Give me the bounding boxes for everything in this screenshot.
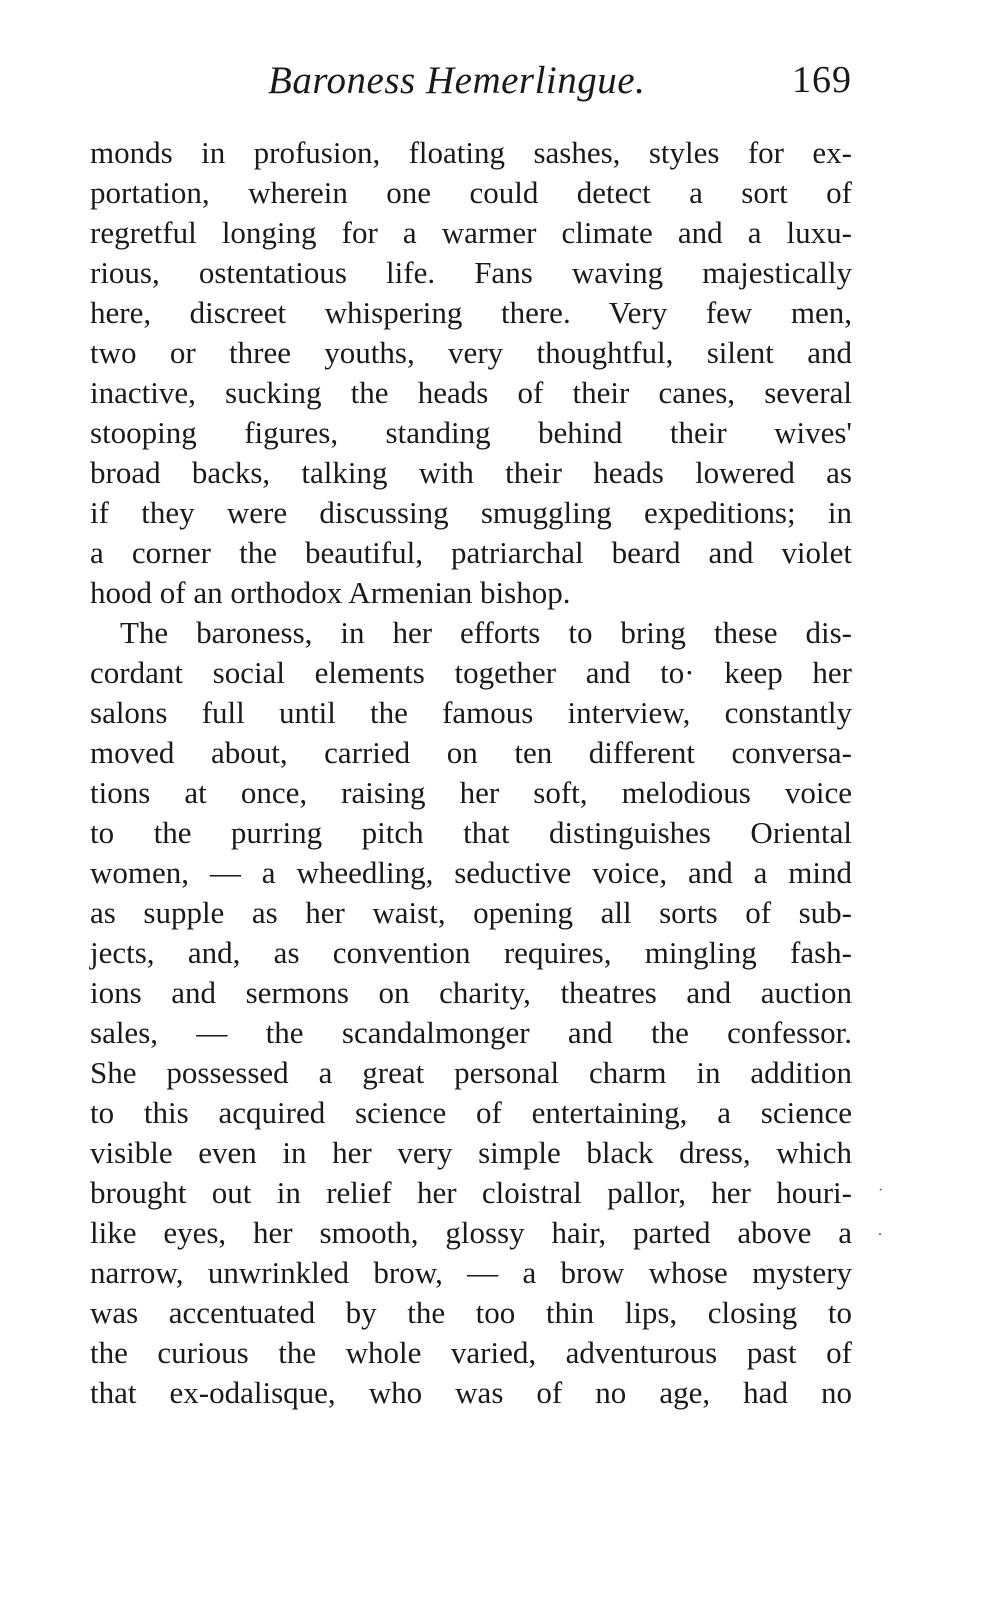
text-line: hood of an orthodox Armenian bishop. [90,575,571,610]
text-line: ions and sermons on charity, theatres and auction [90,975,852,1010]
paragraph-1 [90,133,852,613]
text-line: monds in profusion, floating sashes, styles for ex- [90,135,852,170]
stray-ink-mark: · [878,1182,884,1199]
text-line: two or three youths, very thoughtful, silent and [90,335,852,370]
text-line: visible even in her very simple black dress, which [90,1135,852,1170]
text-line: to this acquired science of entertaining, a science [90,1095,852,1130]
text-line: cordant social elements together and to· keep her [90,655,852,690]
text-line: broad backs, talking with their heads lowered as [90,455,852,490]
text-line: women, — a wheedling, seductive voice, and a mind [90,855,852,890]
text-line: inactive, sucking the heads of their canes, several [90,375,852,410]
text-line: if they were discussing smuggling expeditions; in [90,495,852,530]
text-line: narrow, unwrinkled brow, — a brow whose mystery [90,1255,852,1290]
text-line: that ex-odalisque, who was of no age, had no [90,1375,852,1410]
text-line: brought out in relief her cloistral pallor, her houri- [90,1175,852,1210]
text-line: the curious the whole varied, adventurous past of [90,1335,852,1370]
text-line: sales, — the scandalmonger and the confessor. [90,1015,852,1050]
text-line: as supple as her waist, opening all sorts of sub- [90,895,852,930]
text-line: a corner the beautiful, patriarchal beard and violet [90,535,852,570]
text-line: was accentuated by the too thin lips, closing to [90,1295,852,1330]
body-text [90,133,852,1413]
text-line: tions at once, raising her soft, melodious voice [90,775,852,810]
text-line: stooping figures, standing behind their wives' [90,415,852,450]
text-line: here, discreet whispering there. Very few men, [90,295,852,330]
text-line: salons full until the famous interview, constantly [90,695,852,730]
text-line: moved about, carried on ten different conversa- [90,735,852,770]
text-line: like eyes, her smooth, glossy hair, parted above a [90,1215,852,1250]
page-number: 169 [792,59,852,101]
text-line: She possessed a great personal charm in addition [90,1055,852,1090]
text-line: rious, ostentatious life. Fans waving majestically [90,255,852,290]
text-line: regretful longing for a warmer climate and a luxu- [90,215,852,250]
running-head [90,58,852,114]
text-line: to the purring pitch that distinguishes Oriental [90,815,852,850]
stray-ink-mark: . [878,1222,882,1239]
text-line: portation, wherein one could detect a sort of [90,175,852,210]
text-line: jects, and, as convention requires, mingling fash- [90,935,852,970]
text-line: The baroness, in her efforts to bring these dis- [120,615,852,650]
running-title: Baroness Hemerlingue. [268,59,646,102]
paragraph-2 [90,613,852,1413]
